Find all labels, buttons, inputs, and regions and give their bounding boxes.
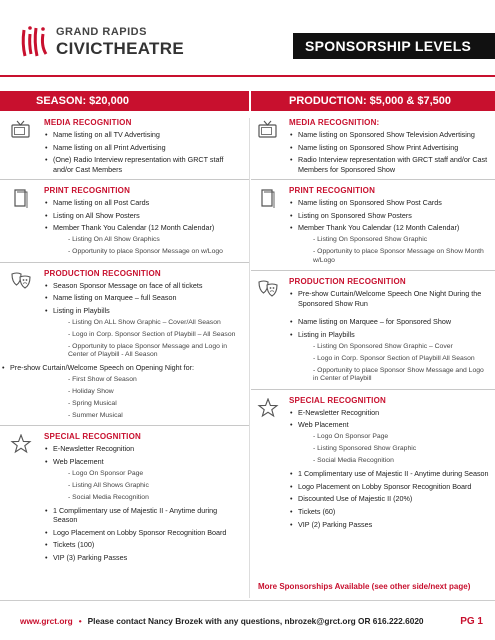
book-icon	[10, 188, 32, 208]
list-item: • Web Placement	[289, 420, 489, 429]
list-item: • VIP (3) Parking Passes	[44, 553, 243, 562]
civic-logo-icon	[20, 22, 50, 62]
section-heading: MEDIA RECOGNITION	[44, 118, 132, 127]
sub-item: - Listing On ALL Show Graphic – Cover/All Season	[68, 318, 221, 326]
list-item: • Name listing on Sponsored Show Print Advertising	[289, 143, 489, 152]
tv-icon	[10, 120, 32, 140]
list-item: • VIP (2) Parking Passes	[289, 520, 489, 529]
list-item: • (One) Radio Interview representation with GRCT staff and/or Cast Members	[44, 155, 243, 174]
list-item: • Name listing on all Print Advertising	[44, 143, 243, 152]
list-item: • Member Thank You Calendar (12 Month Calendar)	[44, 223, 243, 232]
header-divider	[0, 75, 495, 77]
sub-item: - Listing On All Show Graphics	[68, 236, 160, 244]
list-item: • Logo Placement on Lobby Sponsor Recognition Board	[44, 528, 243, 537]
season-band: SEASON: $20,000	[0, 91, 249, 111]
footer-divider	[0, 600, 495, 601]
star-icon	[257, 398, 279, 418]
sub-item: - Holiday Show	[68, 387, 114, 395]
logo	[20, 22, 184, 62]
production-special-section	[251, 396, 495, 529]
list-item: • Name listing on all Post Cards	[44, 198, 243, 207]
section-divider	[251, 389, 495, 390]
list-item: • Listing in Playbills	[44, 306, 243, 315]
section-heading: SPECIAL RECOGNITION	[44, 432, 141, 442]
page-number: PG 1	[460, 615, 483, 627]
list-item: • Listing on Sponsored Show Posters	[289, 211, 489, 220]
list-item: • Web Placement	[44, 457, 243, 466]
theatre-masks-icon	[257, 279, 279, 299]
section-heading: PRODUCTION RECOGNITION	[44, 268, 161, 278]
list-item: • Pre-show Curtain/Welcome Speech on Opening Night for:	[4, 363, 243, 372]
season-curtain-block	[0, 363, 249, 420]
website-link[interactable]: www.grct.org	[20, 616, 73, 626]
section-divider	[251, 179, 495, 180]
sub-item: - Opportunity to place Sponsor Message on Show Month w/Logo	[313, 248, 484, 264]
season-print-section	[0, 186, 249, 257]
theatre-masks-icon	[10, 271, 32, 291]
list-item: • Name listing on Marquee – for Sponsored Show	[289, 317, 489, 326]
sub-item: - Listing On Sponsored Show Graphic – Cover	[313, 342, 453, 350]
list-item: • Listing on All Show Posters	[44, 211, 243, 220]
season-column	[0, 118, 249, 566]
list-item: • E-Newsletter Recognition	[289, 408, 489, 417]
page-header	[0, 0, 495, 90]
sub-item: - Logo in Corp. Sponsor Section of Playbill All Season	[313, 354, 475, 362]
list-item: • Name listing on Marquee – full Season	[44, 293, 243, 302]
list-item: • E-Newsletter Recognition	[44, 444, 243, 453]
list-item: • Listing in Playbills	[289, 330, 489, 339]
section-heading: PRINT RECOGNITION	[289, 185, 376, 195]
season-production-section	[0, 269, 249, 360]
sub-item: - Social Media Recognition	[313, 457, 394, 465]
sub-item: - Listing On Sponsored Show Graphic	[313, 236, 428, 244]
section-heading: MEDIA RECOGNITION:	[289, 118, 380, 127]
section-divider	[0, 179, 249, 180]
production-band: PRODUCTION: $5,000 & $7,500	[251, 91, 495, 111]
sub-item: - Social Media Recognition	[68, 493, 149, 501]
star-icon	[10, 434, 32, 454]
sub-item: - Logo On Sponsor Page	[68, 469, 144, 477]
list-item: • Member Thank You Calendar (12 Month Calendar)	[289, 223, 489, 232]
season-special-section	[0, 432, 249, 562]
list-item: • Name listing on all TV Advertising	[44, 130, 243, 139]
sub-item: - Opportunity to place Sponsor Show Message and Logo in Center of Playbill	[313, 366, 484, 383]
sub-item: - Listing Sponsored Show Graphic	[313, 445, 417, 453]
sub-item: - Logo On Sponsor Page	[313, 433, 389, 441]
production-column	[251, 118, 495, 532]
sub-item: - Logo in Corp. Sponsor Section of Playbill – All Season	[68, 330, 236, 338]
season-media-section	[0, 118, 249, 174]
list-item: • Season Sponsor Message on face of all tickets	[44, 281, 243, 290]
production-print-section	[251, 186, 495, 265]
page-title: SPONSORSHIP LEVELS	[293, 33, 495, 59]
footer-bullet: •	[78, 616, 82, 626]
list-item: • Discounted Use of Majestic II (20%)	[289, 494, 489, 503]
section-heading: PRODUCTION RECOGNITION	[289, 277, 406, 287]
section-heading: PRINT RECOGNITION	[44, 185, 131, 195]
more-sponsorships-note: More Sponsorships Available (see other side/next page)	[258, 582, 471, 591]
list-item: • Name listing on Sponsored Show Television Advertising	[289, 130, 489, 139]
list-item: • 1 Complimentary use of Majestic II - Anytime during Season	[289, 469, 489, 478]
list-item: • Name listing on Sponsored Show Post Cards	[289, 198, 489, 207]
list-item: • Tickets (100)	[44, 540, 243, 549]
list-item: • Tickets (60)	[289, 507, 489, 516]
tv-icon	[257, 120, 279, 140]
logo-line2: CIVICTHEATRE	[56, 39, 184, 58]
logo-line1: GRAND RAPIDS	[56, 26, 147, 38]
production-production-section	[251, 277, 495, 384]
section-divider	[251, 270, 495, 271]
list-item: • Pre-show Curtain/Welcome Speech One Night During the Sponsored Show Run	[289, 289, 489, 308]
column-divider	[249, 118, 250, 598]
list-item: • 1 Complimentary use of Majestic II - Anytime during Season	[44, 506, 243, 525]
section-divider	[0, 262, 249, 263]
sub-item: - Spring Musical	[68, 399, 117, 407]
list-item: • Logo Placement on Lobby Sponsor Recognition Board	[289, 482, 489, 491]
sub-item: - Listing All Shows Graphic	[68, 481, 149, 489]
sub-item: - Opportunity to place Sponsor Message and Logo in Center of Playbill - All Season	[68, 342, 228, 359]
sub-item: - Opportunity to place Sponsor Message on w/Logo	[68, 248, 223, 256]
sub-item: - Summer Musical	[68, 411, 123, 419]
contact-text: Please contact Nancy Brozek with any questions, nbrozek@grct.org OR 616.222.6020	[87, 616, 424, 626]
book-icon	[257, 188, 279, 208]
page-footer	[0, 610, 495, 632]
section-divider	[0, 425, 249, 426]
sub-item: - First Show of Season	[68, 375, 137, 383]
production-media-section	[251, 118, 495, 174]
section-heading: SPECIAL RECOGNITION	[289, 395, 386, 405]
list-item: • Radio Interview representation with GRCT staff and/or Cast Members for Sponsored Show	[289, 155, 489, 174]
